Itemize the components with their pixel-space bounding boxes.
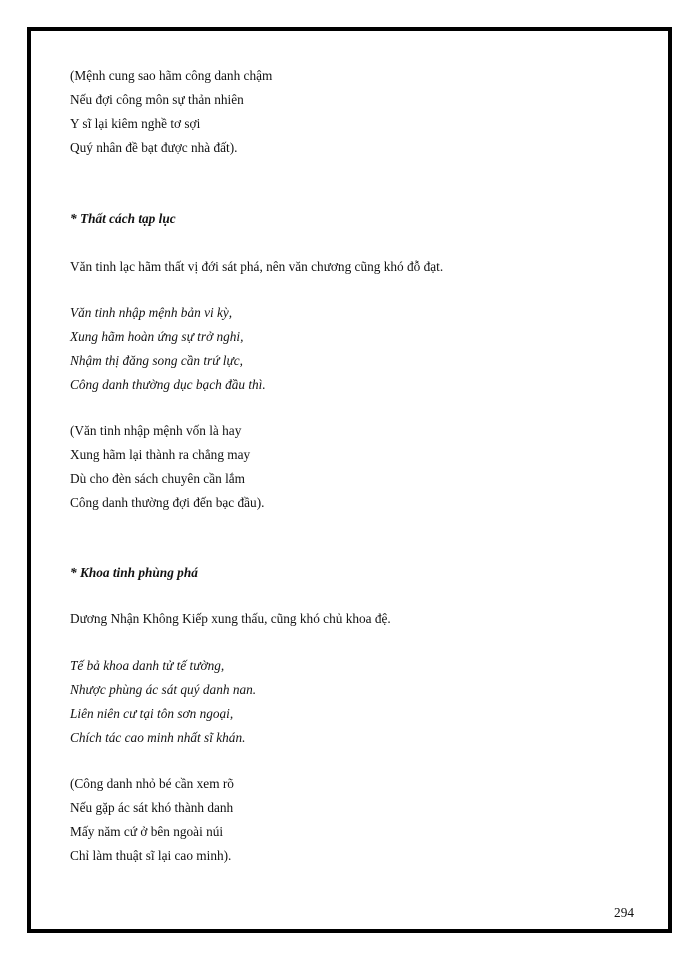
- verse-line: Dù cho đèn sách chuyên cần lắm: [70, 471, 246, 486]
- document-page: [27, 27, 672, 933]
- poem-line: Tế bả khoa danh tử tế tường,: [70, 658, 225, 673]
- verse-line: (Văn tinh nhập mệnh vốn là hay: [70, 423, 242, 438]
- verse-line: Mấy năm cứ ở bên ngoài núi: [70, 824, 224, 839]
- verse-line: Chỉ làm thuật sĩ lại cao minh).: [70, 848, 232, 863]
- verse-line: Quý nhân đề bạt được nhà đất).: [70, 140, 238, 155]
- verse-line: Xung hãm lại thành ra chẳng may: [70, 447, 251, 462]
- poem-line: Xung hãm hoàn ứng sự trở nghi,: [70, 329, 244, 344]
- poem-line: Nhậm thị đăng song cần trứ lực,: [70, 353, 243, 368]
- verse-line: Nếu gặp ác sát khó thành danh: [70, 800, 234, 815]
- verse-line: (Công danh nhỏ bé cần xem rõ: [70, 776, 234, 791]
- poem-line: Công danh thường dục bạch đầu thì.: [70, 377, 266, 392]
- verse-line: Nếu đợi công môn sự thản nhiên: [70, 92, 244, 107]
- section-description: Văn tinh lạc hãm thất vị đới sát phá, nên văn chương cũng khó đỗ đạt.: [70, 259, 444, 274]
- poem-line: Văn tinh nhập mệnh bản vi kỳ,: [70, 305, 233, 320]
- verse-line: Y sĩ lại kiêm nghề tơ sợi: [70, 116, 201, 131]
- section-heading: * Thất cách tạp lục: [70, 211, 176, 226]
- poem-line: Nhược phùng ác sát quý danh nan.: [70, 682, 257, 697]
- verse-line: Công danh thường đợi đến bạc đầu).: [70, 495, 265, 510]
- verse-line: (Mệnh cung sao hãm công danh chậm: [70, 68, 273, 83]
- section-heading: * Khoa tinh phùng phá: [70, 565, 198, 580]
- page-number: 294: [614, 905, 634, 920]
- poem-line: Chích tác cao minh nhất sĩ khán.: [70, 730, 246, 745]
- poem-line: Liên niên cư tại tôn sơn ngoại,: [70, 706, 234, 721]
- section-description: Dương Nhận Không Kiếp xung thấu, cũng khó chủ khoa đệ.: [70, 611, 391, 626]
